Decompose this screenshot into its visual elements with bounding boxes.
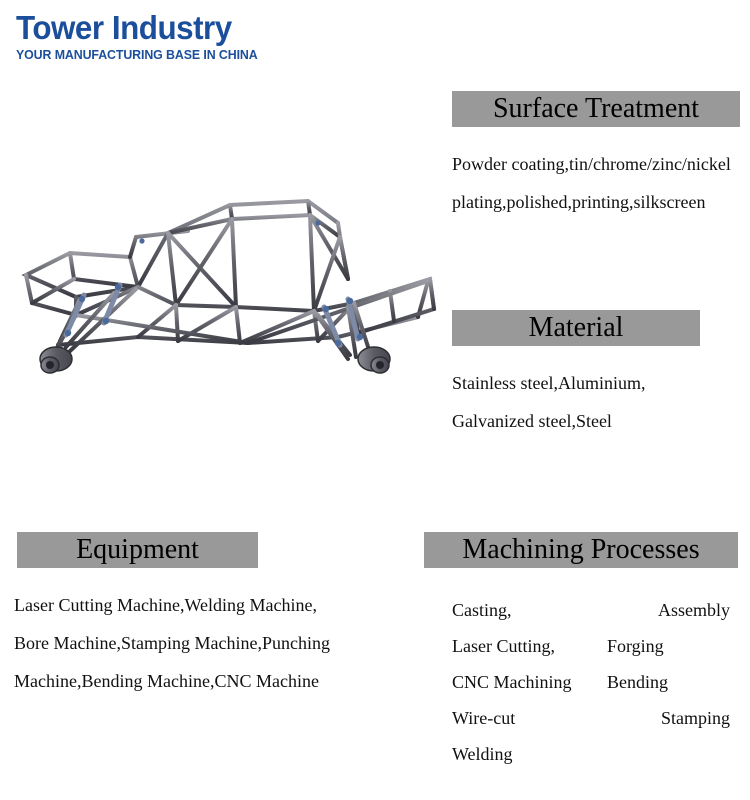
- material-line: Stainless steel,Aluminium,: [452, 373, 646, 393]
- surface-treatment-line: plating,polished,printing,silkscreen: [452, 192, 706, 212]
- section-header-equipment: [17, 532, 258, 568]
- chassis-frame-icon: [18, 175, 438, 380]
- process-row: [452, 664, 742, 700]
- equipment-line: Bore Machine,Stamping Machine,Punching: [14, 633, 330, 653]
- process-row: [452, 592, 742, 628]
- equipment-title: Equipment: [76, 534, 199, 565]
- equipment-line: Machine,Bending Machine,CNC Machine: [14, 671, 319, 691]
- company-tagline: YOUR MANUFACTURING BASE IN CHINA: [16, 48, 258, 62]
- process-left: CNC Machining: [452, 672, 572, 692]
- process-left: Welding: [452, 744, 513, 764]
- material-title: Material: [528, 312, 624, 343]
- process-left: Wire-cut: [452, 708, 516, 728]
- machining-processes-title: Machining Processes: [462, 534, 700, 565]
- section-header-material: [452, 310, 700, 346]
- process-row: [452, 736, 742, 772]
- surface-treatment-line: Powder coating,tin/chrome/zinc/nickel: [452, 154, 731, 174]
- process-right: Stamping: [660, 708, 730, 728]
- product-photo: [18, 175, 438, 380]
- machining-processes-body: [452, 592, 742, 772]
- process-right: Assembly: [658, 600, 730, 620]
- material-line: Galvanized steel,Steel: [452, 411, 612, 431]
- process-row: [452, 700, 742, 736]
- company-logo: [16, 10, 336, 63]
- process-right: Forging: [607, 636, 664, 656]
- surface-treatment-body: [452, 145, 742, 221]
- process-right: [607, 736, 742, 772]
- equipment-body: [14, 586, 414, 700]
- material-body: [452, 364, 742, 440]
- process-left: Casting,: [452, 600, 512, 620]
- equipment-line: Laser Cutting Machine,Welding Machine,: [14, 595, 317, 615]
- process-left: Laser Cutting,: [452, 636, 555, 656]
- process-right: Bending: [607, 672, 668, 692]
- section-header-surface-treatment: [452, 91, 740, 127]
- process-row: [452, 628, 742, 664]
- company-name: Tower Industry: [16, 9, 232, 46]
- surface-treatment-title: Surface Treatment: [492, 93, 700, 124]
- section-header-machining-processes: [424, 532, 738, 568]
